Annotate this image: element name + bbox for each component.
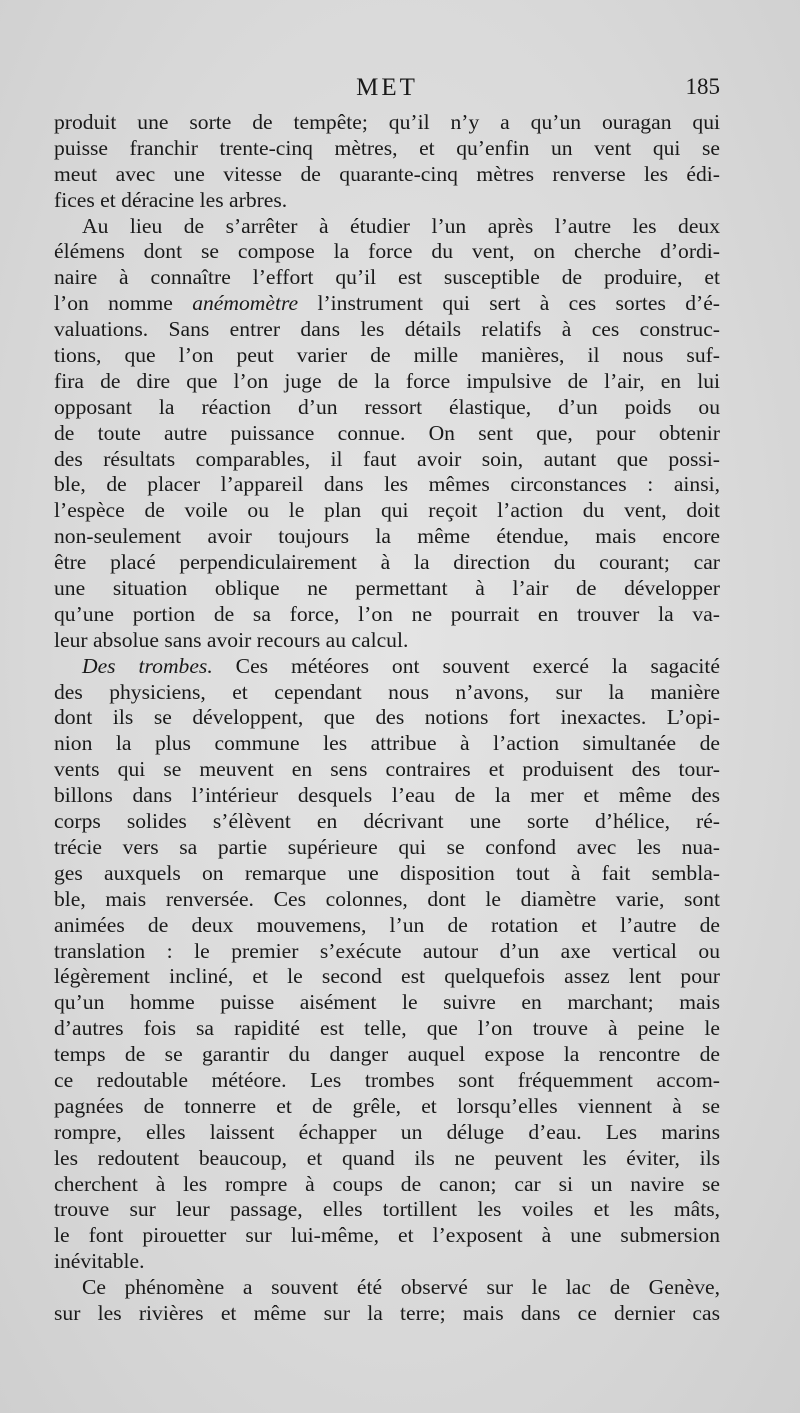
text-segment: trécie vers sa partie supérieure qui se confond avec les nua- <box>54 834 720 859</box>
text-line <box>54 395 720 421</box>
text-segment: temps de se garantir du danger auquel expose la rencontre de <box>54 1042 720 1067</box>
text-segment: d’autres fois sa rapidité est telle, que l’on trouve à peine le <box>54 1016 720 1041</box>
running-head: MET <box>356 74 418 101</box>
text-line <box>54 1120 720 1146</box>
text-line <box>54 1249 720 1275</box>
text-line <box>54 1042 720 1068</box>
text-line <box>54 447 720 473</box>
text-segment: trouve sur leur passage, elles tortillent les voiles et les mâts, <box>54 1197 720 1222</box>
text-line <box>54 1223 720 1249</box>
text-line <box>54 291 720 317</box>
text-line <box>54 1301 720 1327</box>
text-line <box>54 214 720 240</box>
text-line <box>54 628 720 654</box>
text-line <box>54 265 720 291</box>
text-segment: leur absolue sans avoir recours au calcul. <box>54 627 409 652</box>
text-segment: les redoutent beaucoup, et quand ils ne peuvent les éviter, ils <box>54 1145 720 1170</box>
text-segment: qu’une portion de sa force, l’on ne pourrait en trouver la va- <box>54 601 720 626</box>
text-segment: translation : le premier s’exécute autour d’un axe vertical ou <box>54 938 720 963</box>
text-line <box>54 602 720 628</box>
text-segment: puisse franchir trente-cinq mètres, et qu’enfin un vent qui se <box>54 135 720 160</box>
text-line <box>54 861 720 887</box>
text-line <box>54 990 720 1016</box>
text-segment: opposant la réaction d’un ressort élastique, d’un poids ou <box>54 394 720 419</box>
text-line <box>54 317 720 343</box>
text-line <box>54 1094 720 1120</box>
text-line <box>54 162 720 188</box>
text-line <box>54 472 720 498</box>
text-line <box>54 239 720 265</box>
text-line <box>54 705 720 731</box>
text-segment: l’espèce de voile ou le plan qui reçoit l’action du vent, doit <box>54 498 720 523</box>
page-number: 185 <box>685 74 720 99</box>
page-header <box>54 74 720 108</box>
text-line <box>54 654 720 680</box>
text-line <box>54 939 720 965</box>
text-segment: valuations. Sans entrer dans les détails relatifs à ces construc- <box>54 317 720 342</box>
text-line <box>54 421 720 447</box>
text-segment: l’on nomme <box>54 291 193 316</box>
text-line <box>54 136 720 162</box>
text-line <box>54 680 720 706</box>
text-line <box>54 369 720 395</box>
text-line <box>54 757 720 783</box>
text-segment: Au lieu de s’arrêter à étudier l’un après l’autre les deux <box>82 213 720 238</box>
text-line <box>54 1146 720 1172</box>
text-segment: rompre, elles laissent échapper un déluge d’eau. Les marins <box>54 1119 720 1144</box>
text-segment: Ce phénomène a souvent été observé sur le lac de Genève, <box>82 1275 720 1300</box>
text-segment: pagnées de tonnerre et de grêle, et lorsqu’elles viennent à se <box>54 1093 720 1118</box>
text-line <box>54 1068 720 1094</box>
text-line <box>54 783 720 809</box>
text-line <box>54 964 720 990</box>
text-segment: meut avec une vitesse de quarante-cinq mètres renverse les édi- <box>54 161 720 186</box>
text-segment: corps solides s’élèvent en décrivant une sorte d’hélice, ré- <box>54 809 720 834</box>
text-segment: animées de deux mouvemens, l’un de rotation et l’autre de <box>54 912 720 937</box>
italic-text-segment: Des trombes. <box>82 653 213 678</box>
text-line <box>54 498 720 524</box>
text-segment: sur les rivières et même sur la terre; mais dans ce dernier cas <box>54 1300 720 1325</box>
text-segment: tions, que l’on peut varier de mille manières, il nous suf- <box>54 343 720 368</box>
text-segment: vents qui se meuvent en sens contraires et produisent des tour- <box>54 757 720 782</box>
text-line <box>54 1275 720 1301</box>
text-segment: cherchent à les rompre à coups de canon; car si un navire se <box>54 1171 720 1196</box>
text-line <box>54 913 720 939</box>
text-segment: ges auxquels on remarque une disposition tout à fait sembla- <box>54 860 720 885</box>
text-line <box>54 576 720 602</box>
text-segment: nion la plus commune les attribue à l’action simultanée de <box>54 731 720 756</box>
text-segment: qu’un homme puisse aisément le suivre en marchant; mais <box>54 990 720 1015</box>
text-line <box>54 550 720 576</box>
text-segment: légèrement incliné, et le second est quelquefois assez lent pour <box>54 964 720 989</box>
text-segment: des résultats comparables, il faut avoir soin, autant que possi- <box>54 446 720 471</box>
text-line <box>54 110 720 136</box>
text-segment: des physiciens, et cependant nous n’avons, sur la manière <box>54 679 720 704</box>
text-segment: produit une sorte de tempête; qu’il n’y a qu’un ouragan qui <box>54 110 720 134</box>
text-line <box>54 809 720 835</box>
text-line <box>54 887 720 913</box>
text-segment: le font pirouetter sur lui-même, et l’exposent à une submersion <box>54 1223 720 1248</box>
text-segment: une situation oblique ne permettant à l’air de développer <box>54 576 720 601</box>
text-segment: de toute autre puissance connue. On sent que, pour obtenir <box>54 420 720 445</box>
text-line <box>54 188 720 214</box>
text-line <box>54 343 720 369</box>
text-line <box>54 1016 720 1042</box>
text-segment: élémens dont se compose la force du vent, on cherche d’ordi- <box>54 239 720 264</box>
text-line <box>54 524 720 550</box>
text-line <box>54 1197 720 1223</box>
text-segment: ce redoutable météore. Les trombes sont fréquemment accom- <box>54 1067 720 1092</box>
text-segment: non-seulement avoir toujours la même étendue, mais encore <box>54 524 720 549</box>
text-segment: fira de dire que l’on juge de la force impulsive de l’air, en lui <box>54 368 720 393</box>
text-segment: ble, mais renversée. Ces colonnes, dont le diamètre varie, sont <box>54 886 720 911</box>
text-line <box>54 1172 720 1198</box>
text-segment: l’instrument qui sert à ces sortes d’é- <box>298 291 720 316</box>
text-segment: être placé perpendiculairement à la direction du courant; car <box>54 550 720 575</box>
body-text <box>54 110 720 1327</box>
text-segment: inévitable. <box>54 1249 145 1274</box>
text-segment: naire à connaître l’effort qu’il est susceptible de produire, et <box>54 265 720 290</box>
italic-text-segment: anémomètre <box>192 291 299 316</box>
text-segment: dont ils se développent, que des notions fort inexactes. L’opi- <box>54 705 720 730</box>
text-segment: fices et déracine les arbres. <box>54 187 288 212</box>
text-segment: billons dans l’intérieur desquels l’eau de la mer et même des <box>54 783 720 808</box>
text-segment: Ces météores ont souvent exercé la sagacité <box>212 653 720 678</box>
text-segment: ble, de placer l’appareil dans les mêmes circonstances : ainsi, <box>54 472 720 497</box>
text-line <box>54 835 720 861</box>
text-line <box>54 731 720 757</box>
